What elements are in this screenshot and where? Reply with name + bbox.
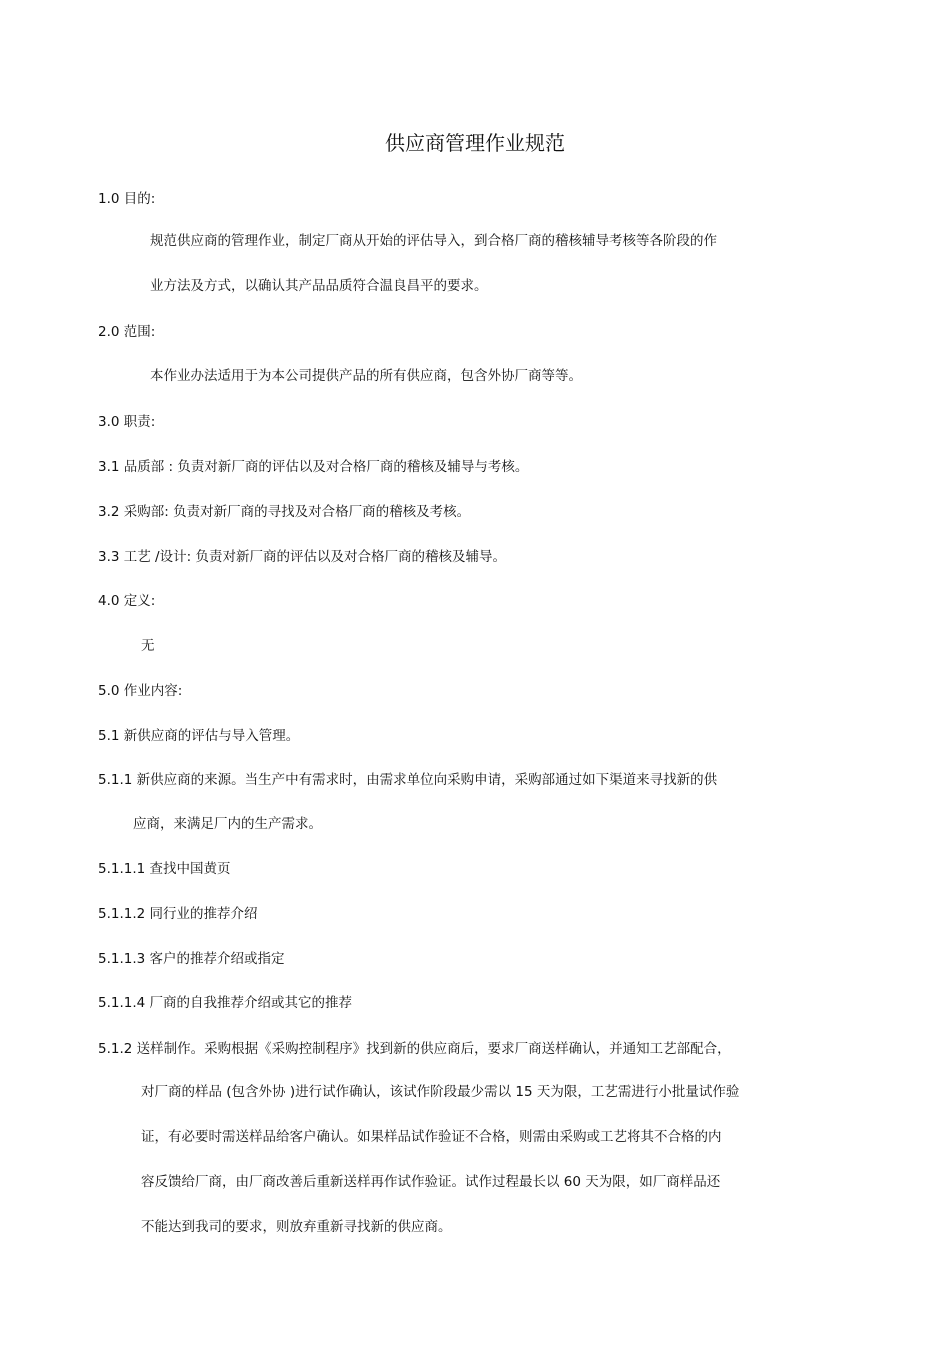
section-5-1-1-3: 5.1.1.3 客户的推荐介绍或指定 — [98, 951, 285, 967]
section-3-1: 3.1 品质部 : 负责对新厂商的评估以及对合格厂商的稽核及辅导与考核。 — [98, 459, 529, 475]
section-5-1-1-line-1: 5.1.1 新供应商的来源。当生产中有需求时，由需求单位向采购申请，采购部通过如下渠道来寻找新的供 — [98, 772, 718, 788]
section-3-heading: 3.0 职责: — [98, 414, 156, 430]
section-1-text-line-1: 规范供应商的管理作业，制定厂商从开始的评估导入，到合格厂商的稽核辅导考核等各阶段的作 — [150, 233, 717, 249]
section-5-1-1-1: 5.1.1.1 查找中国黄页 — [98, 861, 231, 877]
section-3-2: 3.2 采购部: 负责对新厂商的寻找及对合格厂商的稽核及考核。 — [98, 504, 471, 520]
section-3-3: 3.3 工艺 /设计: 负责对新厂商的评估以及对合格厂商的稽核及辅导。 — [98, 549, 506, 565]
section-2-text: 本作业办法适用于为本公司提供产品的所有供应商，包含外协厂商等等。 — [150, 368, 582, 384]
section-1-heading: 1.0 目的: — [98, 191, 156, 207]
section-5-heading: 5.0 作业内容: — [98, 683, 183, 699]
section-5-1-2-line-5: 不能达到我司的要求，则放弃重新寻找新的供应商。 — [141, 1219, 452, 1235]
section-5-1-1-2: 5.1.1.2 同行业的推荐介绍 — [98, 906, 258, 922]
section-5-1-2-line-4: 容反馈给厂商，由厂商改善后重新送样再作试作验证。试作过程最长以 60 天为限，如厂商样品还 — [141, 1174, 721, 1190]
section-2-heading: 2.0 范围: — [98, 324, 156, 340]
section-5-1-2-line-2: 对厂商的样品 (包含外协 )进行试作确认，该试作阶段最少需以 15 天为限，工艺需进行小批量试作验 — [141, 1084, 740, 1100]
section-5-1: 5.1 新供应商的评估与导入管理。 — [98, 728, 300, 744]
section-5-1-1-line-2: 应商，来满足厂内的生产需求。 — [133, 816, 322, 832]
section-4-heading: 4.0 定义: — [98, 593, 156, 609]
section-1-text-line-2: 业方法及方式，以确认其产品品质符合温良昌平的要求。 — [150, 278, 488, 294]
section-5-1-1-4: 5.1.1.4 厂商的自我推荐介绍或其它的推荐 — [98, 995, 353, 1011]
section-4-text: 无 — [141, 638, 155, 654]
section-5-1-2-line-1: 5.1.2 送样制作。采购根据《采购控制程序》找到新的供应商后，要求厂商送样确认，并通知工艺部配合， — [98, 1041, 731, 1057]
section-5-1-2-line-3: 证，有必要时需送样品给客户确认。如果样品试作验证不合格，则需由采购或工艺将其不合格的内 — [141, 1129, 722, 1145]
document-title: 供应商管理作业规范 — [385, 131, 565, 155]
